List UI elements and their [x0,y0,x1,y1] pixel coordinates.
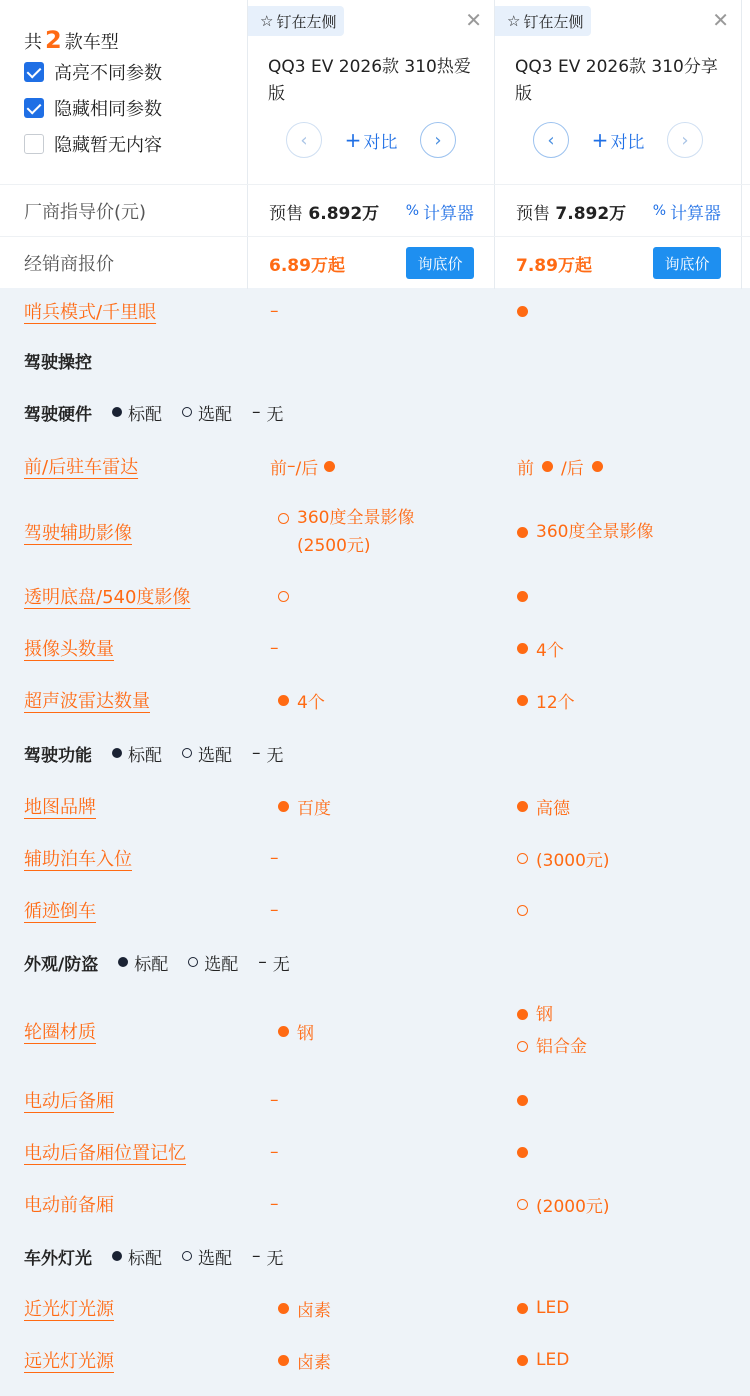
hollow-dot-icon [182,748,192,758]
model-name: QQ3 EV 2026款 310分享版 [515,57,718,104]
standard-dot-icon [324,461,335,472]
model-count-number: 2 [45,26,62,54]
param-label[interactable]: 辅助泊车入位 [24,849,132,870]
standard-dot-icon [592,461,603,472]
param-cell: – [270,1090,279,1110]
section-title: 驾驶操控 [24,352,92,373]
compare-button[interactable]: + 对比 [591,128,645,153]
param-cell: (3000元) [495,846,742,871]
param-cell: 卤素 [248,1348,495,1373]
legend-standard: 标配 [112,400,162,425]
param-cell: 卤素 [248,1296,495,1321]
dealer-price-row [0,236,750,288]
legend-none: – 无 [252,402,284,425]
next-model-button[interactable] [667,122,703,158]
msrp-value: 7.892万 [555,203,627,224]
param-label[interactable]: 电动后备厢 [24,1091,114,1112]
param-cell: 4个 [495,636,742,661]
legend-standard: 标配 [118,950,168,975]
prev-model-button[interactable] [533,122,569,158]
standard-dot-icon [542,461,553,472]
param-cell: 百度 [248,794,495,819]
param-cell [495,306,742,317]
next-model-button[interactable] [420,122,456,158]
standard-dot-icon [517,801,528,812]
dealer-label: 经销商报价 [0,237,248,289]
standard-dot-icon [517,306,528,317]
param-cell: 钢 [248,1019,495,1044]
param-row [0,1178,750,1230]
param-row [0,780,750,832]
model-column-1 [248,0,495,184]
dealer-price: 6.89万起 [269,255,345,276]
section-header [0,1230,750,1282]
optional-ring-icon [278,591,289,602]
pin-left-button[interactable]: ☆ 钉在左侧 [495,6,591,36]
param-cell: 4个 [248,688,495,713]
legend-optional: 选配 [182,400,232,425]
msrp-cell: 预售 7.892万 % 计算器 [495,185,742,237]
msrp-label: 厂商指导价(元) [0,185,248,237]
standard-dot-icon [517,643,528,654]
prev-model-button[interactable] [286,122,322,158]
standard-dot-icon [278,695,289,706]
legend-standard: 标配 [112,1244,162,1269]
model-column-2 [495,0,742,184]
param-row [0,494,750,570]
param-row [0,288,750,334]
param-row [0,570,750,622]
param-cell: 高德 [495,794,742,819]
legend-optional: 选配 [188,950,238,975]
standard-dot-icon [517,1303,528,1314]
param-cell [495,1147,742,1158]
option-highlight-diff[interactable]: 高亮不同参数 [24,54,247,90]
section-header [0,386,750,438]
compare-button[interactable]: + 对比 [344,128,398,153]
close-icon[interactable]: ✕ [465,8,482,32]
legend-none: – 无 [252,743,284,766]
param-label[interactable]: 循迹倒车 [24,901,96,922]
dealer-cell [248,237,495,289]
param-row [0,622,750,674]
standard-dot-icon [517,1147,528,1158]
chevron-left-icon: ‹ [547,129,555,151]
param-cell: – [270,900,279,920]
chevron-right-icon: › [681,129,689,151]
model-count: 共 2 款车型 [24,26,119,54]
msrp-row [0,184,750,236]
filled-dot-icon [112,1251,122,1261]
param-cell: – [270,301,279,321]
param-row [0,1282,750,1334]
param-label[interactable]: 透明底盘/540度影像 [24,587,191,608]
hollow-dot-icon [182,1251,192,1261]
section-header [0,334,750,386]
param-cell: 360度全景影像 [495,518,742,546]
ask-price-button[interactable]: 询底价 [653,247,721,279]
param-label[interactable]: 近光灯光源 [24,1299,114,1320]
standard-dot-icon [278,801,289,812]
param-cell: – [270,1194,279,1214]
param-cell: – [270,638,279,658]
legend-standard: 标配 [112,741,162,766]
dealer-cell [495,237,742,289]
param-cell: – [270,848,279,868]
param-row [0,884,750,936]
chevron-left-icon: ‹ [300,129,308,151]
param-row [0,1074,750,1126]
model-nav [286,122,456,158]
param-row [0,1126,750,1178]
plus-icon: + [344,128,362,152]
checkbox-checked-icon[interactable] [24,62,44,82]
param-cell: – [270,1142,279,1162]
filled-dot-icon [118,957,128,967]
param-label[interactable]: 前/后驻车雷达 [24,457,139,478]
param-label[interactable]: 哨兵模式/千里眼 [24,302,157,323]
option-hide-same[interactable]: 隐藏相同参数 [24,90,247,126]
param-row [0,674,750,726]
checkbox-checked-icon[interactable] [24,98,44,118]
msrp-cell: 预售 6.892万 % 计算器 [248,185,495,237]
ask-price-button[interactable]: 询底价 [406,247,474,279]
compare-header [0,0,750,184]
model-nav [533,122,703,158]
dealer-price: 7.89万起 [516,255,592,276]
param-label[interactable]: 轮圈材质 [24,1022,96,1043]
section-title: 驾驶硬件 [24,404,92,425]
optional-ring-icon [278,513,289,524]
pin-icon: ☆ [260,12,274,30]
msrp-value: 6.892万 [308,203,380,224]
section-title: 外观/防盗 [24,954,99,975]
section-header [0,936,750,988]
optional-ring-icon [517,905,528,916]
param-cell [495,905,742,916]
param-row [0,438,750,494]
param-cell [495,1095,742,1106]
param-cell: 钢 铝合金 [495,999,742,1063]
standard-dot-icon [517,1009,528,1020]
param-label[interactable]: 超声波雷达数量 [24,691,150,712]
param-cell [248,591,495,602]
standard-dot-icon [278,1303,289,1314]
optional-ring-icon [517,1199,528,1210]
standard-dot-icon [517,1355,528,1366]
param-label[interactable]: 地图品牌 [24,797,96,818]
param-label[interactable]: 远光灯光源 [24,1351,114,1372]
param-label[interactable]: 电动前备厢 [24,1195,114,1216]
legend-optional: 选配 [182,741,232,766]
param-label[interactable]: 摄像头数量 [24,639,114,660]
section-title: 驾驶功能 [24,745,92,766]
legend-optional: 选配 [182,1244,232,1269]
param-cell: (2000元) [495,1192,742,1217]
param-row [0,832,750,884]
section-header [0,726,750,780]
standard-dot-icon [517,1095,528,1106]
param-label[interactable]: 电动后备厢位置记忆 [24,1143,186,1164]
param-cell: 前 /后 [495,454,742,479]
param-cell: 12个 [495,688,742,713]
pin-icon: ☆ [507,12,521,30]
hollow-dot-icon [182,407,192,417]
optional-ring-icon [517,1041,528,1052]
calculator-button[interactable]: % 计算器 [405,203,474,224]
param-cell: LED [495,1350,742,1370]
param-cell: 前 – /后 [248,454,495,479]
plus-icon: + [591,128,609,152]
checkbox-unchecked-icon[interactable] [24,134,44,154]
options-panel [0,0,248,184]
optional-ring-icon [517,853,528,864]
filled-dot-icon [112,407,122,417]
standard-dot-icon [278,1355,289,1366]
percent-icon: % [405,203,419,219]
filled-dot-icon [112,748,122,758]
param-cell [495,591,742,602]
hollow-dot-icon [188,957,198,967]
param-cell: LED [495,1298,742,1318]
calculator-button[interactable]: % 计算器 [652,203,721,224]
percent-icon: % [652,203,666,219]
param-row [0,988,750,1074]
section-title: 车外灯光 [24,1248,92,1269]
standard-dot-icon [517,695,528,706]
param-label[interactable]: 驾驶辅助影像 [24,523,132,544]
standard-dot-icon [517,527,528,538]
model-name: QQ3 EV 2026款 310热爱版 [268,57,471,104]
close-icon[interactable]: ✕ [712,8,729,32]
param-cell: 360度全景影像(2500元) [248,504,495,560]
legend-none: – 无 [258,952,290,975]
pin-left-button[interactable]: ☆ 钉在左侧 [248,6,344,36]
standard-dot-icon [278,1026,289,1037]
chevron-right-icon: › [434,129,442,151]
param-row [0,1334,750,1386]
legend-none: – 无 [252,1246,284,1269]
option-hide-empty[interactable]: 隐藏暂无内容 [24,126,247,162]
standard-dot-icon [517,591,528,602]
